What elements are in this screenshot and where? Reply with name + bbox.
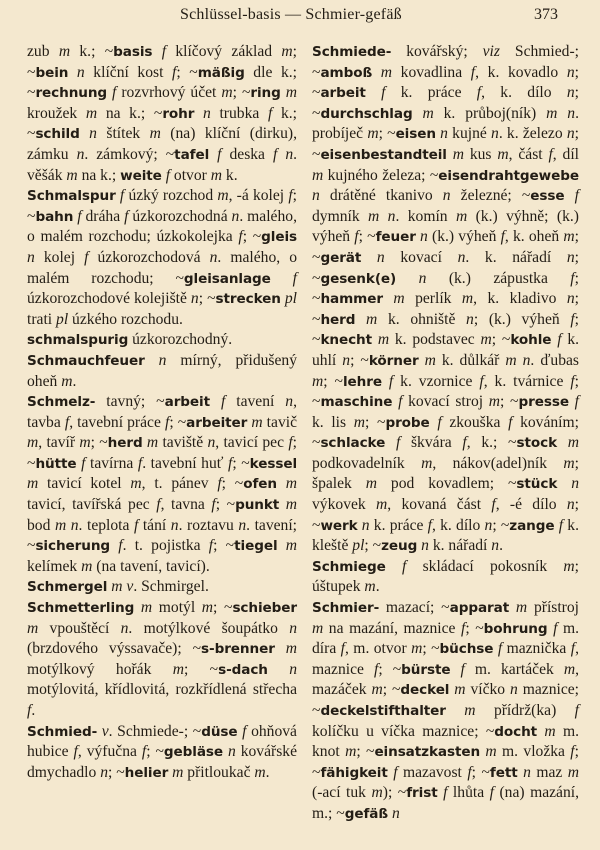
running-head: Schlüssel-basis — Schmier-gefäß (180, 6, 402, 23)
entry-paragraph: Schmergel m v. Schmirgel. (27, 578, 209, 596)
left-column (27, 42, 297, 783)
entry-paragraph: Schmiege f skládací pokosník m; úštupek m. (312, 557, 579, 596)
page-header (0, 3, 600, 27)
entry-paragraph: schmalspurig úzkorozchodný. (27, 331, 233, 349)
entry-paragraph: Schmetterling m motýl m; ~schieber m vpouštěcí n. motýlkové šoupátko n (brzdového výssavače); ~s-brenner m motýlkový hořák m; ~s-dach n motýlovitá, křídlovitá, rozkřídlená střecha f. (27, 599, 298, 719)
entry-paragraph: Schmied- v. Schmiede-; ~düse f ohňová hubice f, výfučna f; ~gebläse n kovářské dmychadlo n; ~helier m přitloukač m. (27, 722, 298, 781)
entry-paragraph: Schmalspur f úzký rozchod m, -á kolej f; ~bahn f dráha f úzkorozchodná n. malého, o malém rozchodu; úzkokolejka f; ~gleis n kolej f úzkorozchodová n. malého, o malém rozchodu; ~gleisanlage f úzkorozchodové kolejiště n; ~strecken pl trati pl úzkého rozchodu. (27, 187, 298, 328)
entry-paragraph: Schmelz- tavný; ~arbeit f tavení n, tavba f, tavební práce f; ~arbeiter m tavič m, tavíř m; ~herd m taviště n, tavicí pec f; ~hütte f tavírna f. tavební huť f; ~kessel m tavicí kotel m, t. pánev f; ~ofen m tavicí, tavířská pec f, tavna f; ~punkt m bod m n. teplota f tání n. roztavu n. tavení; ~sicherung f. t. pojistka f; ~tiegel m kelímek m (na tavení, tavicí). (27, 393, 298, 575)
entry-paragraph: zub m k.; ~basis f klíčový základ m; ~bein n klíční kost f; ~mäßig dle k.; ~rechnung f rozvrhový účet m; ~ring m kroužek m na k.; ~rohr n trubka f k.; ~schild n štítek m (na) klíční (dirku), zámku n. zámkový; ~tafel f deska f n. věšák m na k.; weite f otvor m k. (27, 43, 298, 184)
entry-paragraph: Schmauchfeuer n mírný, přidušený oheň m. (27, 351, 297, 390)
entry-paragraph: Schmier- mazací; ~apparat m přístroj m na mazání, maznice f; ~bohrung f m. díra f, m. otvor m; ~büchse f maznička f, maznice f; ~bürste f m. kartáček m, mazáček m; ~deckel m víčko n maznice; ~deckelstifthalter m přídrž(ka) f kolíčku u víčka maznice; ~docht m m. knot m; ~einsatzkasten m m. vložka f; ~fähigkeit f mazavost f; ~fett n maz m (-ací tuk m); ~frist f lhůta f (na) mazání, m.; ~gefäß n (312, 599, 580, 822)
entry-paragraph: Schmiede- kovářský; viz Schmied-; ~amboß m kovadlina f, k. kovadlo n; ~arbeit f k. práce f, k. dílo n; ~durchschlag m k. průboj(ník) m n. probíječ m; ~eisen n kujné n. k. železo n; ~eisenbestandteil m kus m, část f, díl m kujného železa; ~eisendrahtgewebe n drátěné tkanivo n železné; ~esse f dymník m n. komín m (k.) výhně; (k.) výheň f; ~feuer n (k.) výheň f, k. oheň m; ~gerät n kovací n. k. nářadí n; ~gesenk(e) n (k.) zápustka f; ~hammer m perlík m, k. kladivo n; ~herd m k. ohniště n; (k.) výheň f; ~knecht m k. podstavec m; ~kohle f k. uhlí n; ~körner m k. důlkář m n. ďubas m; ~lehre f k. vzornice f, k. tvárnice f; ~maschine f kovací stroj m; ~presse f k. lis m; ~probe f zkouška f kováním; ~schlacke f škvára f, k.; ~stock m podkovadelník m, nákov(adel)ník m; špalek m pod kovadlem; ~stück n výkovek m, kovaná část f, -é dílo n; ~werk n k. práce f, k. dílo n; ~zange f k. kleště pl; ~zeug n k. nářadí n. (312, 43, 580, 555)
right-column (312, 42, 579, 825)
page-number: 373 (534, 6, 558, 23)
